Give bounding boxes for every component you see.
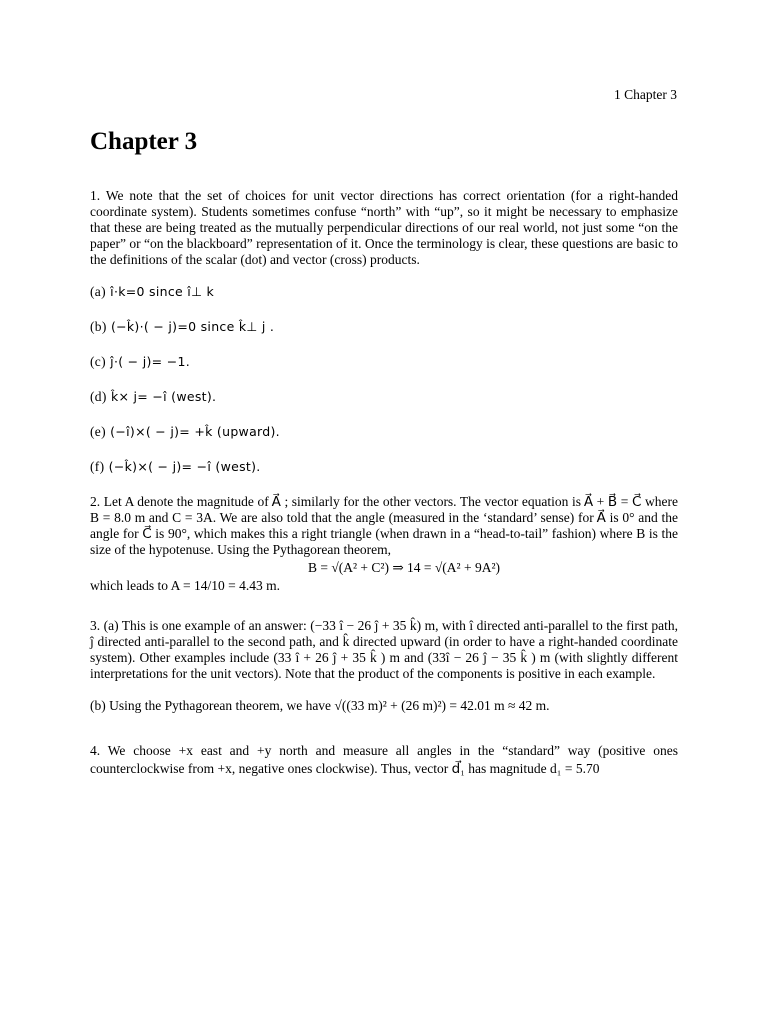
problem-2-equation: B = √(A² + C²) ⇒ 14 = √(A² + 9A²) — [307, 560, 500, 575]
problem-3-part-a: 3. (a) This is one example of an answer: (−33 î − 26 ĵ + 35 k̂) m, with î directed anti-parallel to the first path, ĵ directed anti-parallel to the second path, and k̂ directed upward (in order to have a right-handed coordinate system). Other examples include (33 î + 26 ĵ + 35 k̂ ) m and (33î − 26 ĵ − 35 k̂ ) m (with slightly different interpretations for the unit vectors). Note that the product of the components is positive in each example. — [90, 618, 678, 681]
item-label: (c) — [90, 354, 106, 369]
problem-1-item-d — [90, 389, 678, 405]
problem-1-item-b — [90, 319, 678, 335]
running-head: 1 Chapter 3 — [614, 87, 677, 102]
item-label: (f) — [90, 459, 105, 474]
problem-2-conclusion: which leads to A = 14/10 = 4.43 m. — [90, 578, 280, 593]
item-expression: k̂× j= −î (west). — [110, 389, 217, 404]
item-expression: (−k̂)×( − j)= −î (west). — [108, 459, 261, 474]
problem-3-part-b: (b) Using the Pythagorean theorem, we have √((33 m)² + (26 m)²) = 42.01 m ≈ 42 m. — [90, 698, 550, 713]
chapter-title: Chapter 3 — [90, 128, 198, 155]
item-label: (b) — [90, 319, 107, 334]
problem-1-item-c — [90, 354, 678, 370]
problem-1-items — [90, 284, 678, 475]
item-label: (d) — [90, 389, 107, 404]
item-expression: ĵ·( − j)= −1. — [110, 354, 191, 369]
problem-1-intro: 1. We note that the set of choices for unit vector directions has correct orientation (for a right-handed coordinate system). Students sometimes confuse “north” with “up”, so it might be necessary to emphasize that these are being treated as the mutually perpendicular directions of our real world, not just some “on the paper” or “on the blackboard” representation of it. Once the terminology is clear, these questions are basic to the definitions of the scalar (dot) and vector (cross) products. — [90, 188, 678, 267]
item-expression: (−î)×( − j)= +k̂ (upward). — [110, 424, 280, 439]
item-expression: î·k=0 since î⊥ k — [110, 284, 215, 299]
item-label: (e) — [90, 424, 106, 439]
document-body — [90, 188, 678, 778]
problem-4-text: 4. We choose +x east and +y north and measure all angles in the “standard” way (positive ones counterclockwise from +x, negative ones clockwise). Thus, vector d⃗₁ has magnitude d₁ = 5.70 — [90, 743, 678, 776]
problem-2-text: 2. Let A denote the magnitude of A⃗ ; similarly for the other vectors. The vector equation is A⃗ + B⃗ = C⃗ where B = 8.0 m and C = 3A. We are also told that the angle (measured in the ‘standard’ sense) for A⃗ is 0° and the angle for C⃗ is 90°, which makes this a right triangle (when drawn in a “head-to-tail” fashion) where B is the size of the hypotenuse. Using the Pythagorean theorem, — [90, 494, 678, 557]
problem-1-item-f — [90, 459, 678, 475]
item-label: (a) — [90, 284, 106, 299]
problem-1-item-e — [90, 424, 678, 440]
item-expression: (−k̂)·( − j)=0 since k̂⊥ j . — [110, 319, 275, 334]
problem-1-item-a — [90, 284, 678, 300]
